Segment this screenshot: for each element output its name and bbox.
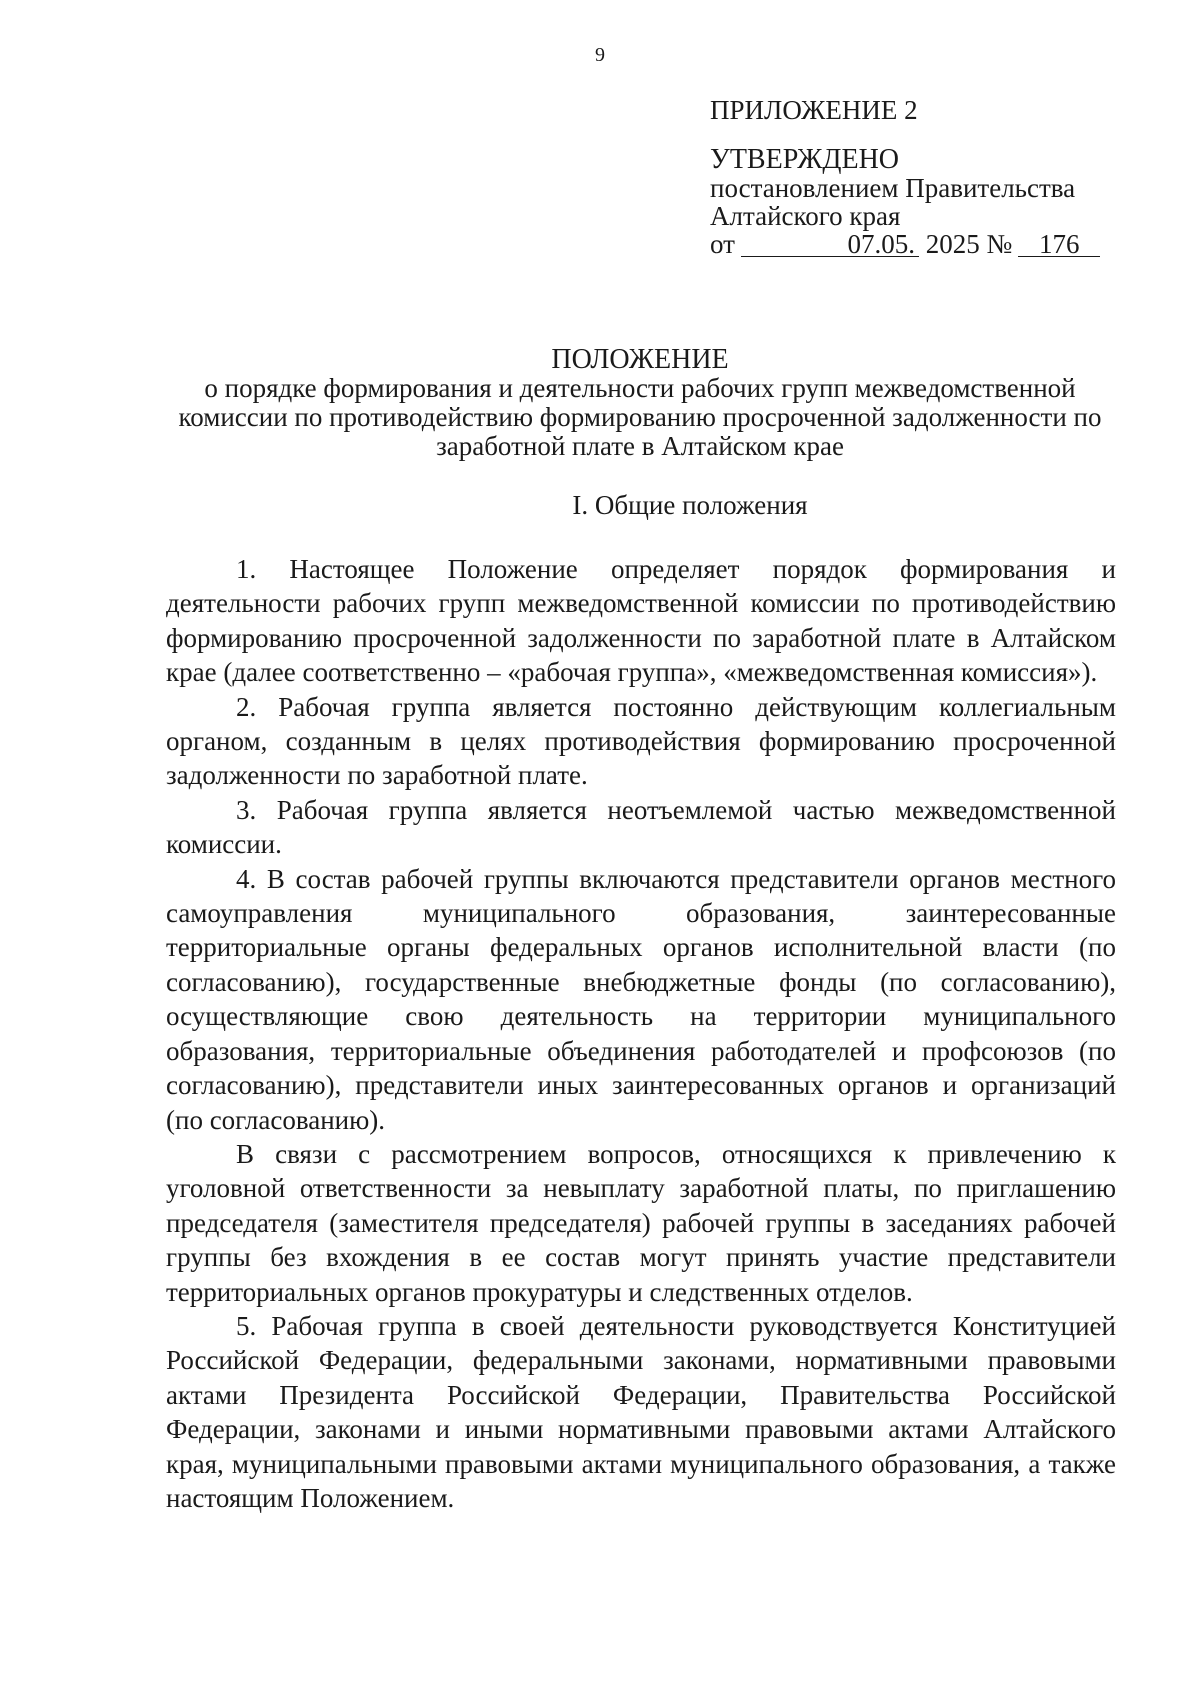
paragraph-1: 1. Настоящее Положение определяет порядок формирования и деятельности рабочих групп межведомственной комиссии по противодействию формированию просроченной задолженности по заработной плате в Алтайском крае (далее соответственно – «рабочая группа», «межведомственная комиссия»).: [166, 554, 1116, 688]
approval-number: 176: [1018, 232, 1100, 257]
paragraph-5: 5. Рабочая группа в своей деятельности руководствуется Конституцией Российской Федерации, федеральными законами, нормативными правовыми актами Президента Российской Федерации, Правительства Российской Федерации, законами и иными нормативными правовыми актами Алтайского края, муниципальными правовыми актами муниципального образования, а также настоящим Положением.: [166, 1310, 1116, 1513]
document-title: [150, 345, 1130, 461]
approval-date-line: [710, 230, 1130, 258]
title-subtitle: о порядке формирования и деятельности рабочих групп межведомственной комиссии по противодействию формированию просроченной задолженности по заработной плате в Алтайском крае: [178, 373, 1102, 461]
approval-line-1: постановлением Правительства: [710, 173, 1076, 203]
from-label: от: [710, 229, 735, 259]
paragraph-2: 2. Рабочая группа является постоянно действующим коллегиальным органом, созданным в целях противодействия формированию просроченной задолженности по заработной плате.: [166, 691, 1116, 791]
approval-block: [710, 96, 1130, 258]
page-number: 9: [595, 44, 605, 66]
paragraph-3: 3. Рабочая группа является неотъемлемой частью межведомственной комиссии.: [166, 794, 1116, 860]
section-heading: I. Общие положения: [572, 490, 808, 520]
paragraph-4: 4. В состав рабочей группы включаются представители органов местного самоуправления муниципального образования, заинтересованные территориальные органы федеральных органов исполнительной власти (по согласованию), государственные внебюджетные фонды (по согласованию), осуществляющие свою деятельность на территории муниципального образования, территориальные объединения работодателей и профсоюзов (по согласованию), представители иных заинтересованных органов и организаций (по согласованию).: [166, 863, 1116, 1135]
body-text: [166, 552, 1116, 1515]
approval-year: 2025 №: [925, 229, 1013, 259]
approved-label: УТВЕРЖДЕНО: [710, 144, 900, 175]
appendix-label: ПРИЛОЖЕНИЕ 2: [710, 95, 918, 125]
paragraph-4-continued: В связи с рассмотрением вопросов, относящихся к привлечению к уголовной ответственности за невыплату заработной платы, по приглашению председателя (заместителя председателя) рабочей группы в заседаниях рабочей группы без вхождения в ее состав могут принять участие представители территориальных органов прокуратуры и следственных отделов.: [166, 1138, 1116, 1307]
title-main: ПОЛОЖЕНИЕ: [551, 344, 729, 375]
approval-date: 07.05.: [741, 232, 919, 257]
approval-line-2: Алтайского края: [710, 201, 901, 231]
